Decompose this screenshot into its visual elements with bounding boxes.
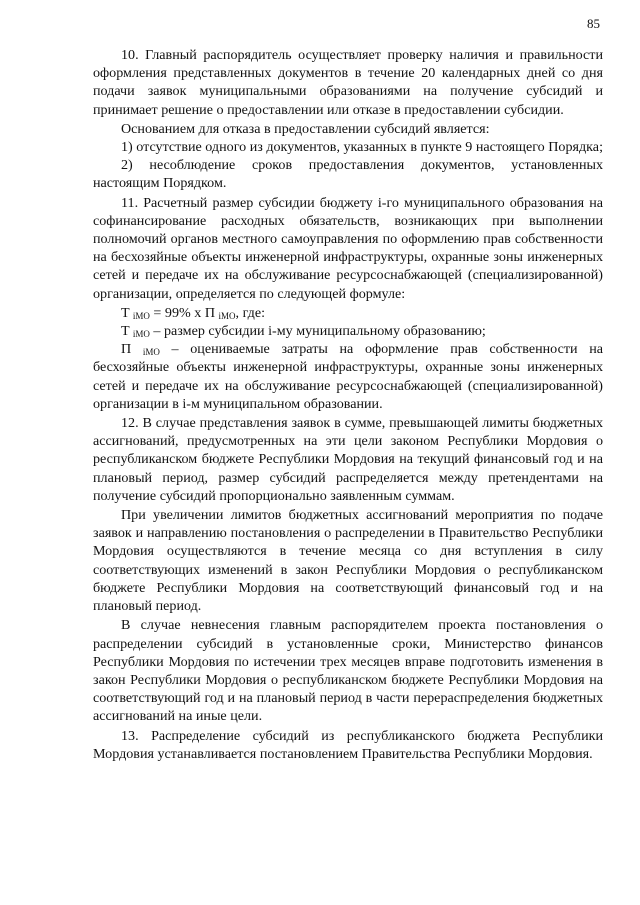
page-number: 85 [587, 16, 600, 31]
clause-11-paragraph: 11. Расчетный размер субсидии бюджету i-го муниципального образования на софинансирование расходных обязательств, возникающих при выполнении полномочий органов местного самоуправления по оформлению прав собственности на бесхозяйные объекты инженерной инфраструктуры, охранные зоны инженерных сетей и передаче их на обслуживание ресурсоснабжающей (специализированной) организации, определяется по следующей формуле: [93, 194, 603, 302]
clause-10-paragraph: 10. Главный распорядитель осуществляет проверку наличия и правильности оформления представленных документов в течение 20 календарных дней со дня подачи заявок муниципальными образованиями на получение субсидий и принимает решение о предоставлении или отказе в предоставлении субсидии. [93, 47, 603, 118]
formula-lhs-subscript: iMO [132, 310, 150, 321]
formula-lhs-symbol: T [121, 304, 130, 321]
clause-13-paragraph: 13. Распределение субсидий из республиканского бюджета Республики Мордовия устанавливается постановлением Правительства Республики Мордовия. [93, 727, 603, 762]
formula-rhs-subscript: iMO [218, 310, 236, 321]
refusal-reason-1: 1) отсутствие одного из документов, указанных в пункте 9 настоящего Порядка; [121, 139, 603, 156]
refusal-reason-2: 2) несоблюдение сроков предоставления документов, установленных настоящим Порядком. [93, 157, 603, 192]
document-body [93, 46, 603, 763]
definition-t-symbol: T [121, 323, 130, 340]
formula-middle: = 99% х П [149, 304, 219, 321]
definition-t-imo [93, 322, 603, 340]
definition-p-text: – оцениваемые затраты на оформление прав собственности на бесхозяйные объекты инженерной инфраструктуры, охранные зоны инженерных сетей и передаче их на обслуживание ресурсоснабжающей (специализированной) организации в i-м муниципальном образовании. [93, 341, 603, 412]
clause-12-paragraph: 12. В случае представления заявок в сумме, превышающей лимиты бюджетных ассигнований, предусмотренных на эти цели законом Республики Мордовия о республиканском бюджете Республики Мордовия на текущий финансовый год и на плановый период, размер субсидий распределяется между претендентами на получение субсидий пропорционально заявленным суммам. [93, 415, 603, 504]
limits-increase-paragraph: При увеличении лимитов бюджетных ассигнований мероприятия по подаче заявок и направлению постановления о распределении в Правительство Республики Мордовия осуществляются в течение месяца со дня вступления в силу соответствующих изменений в закон Республики Мордовия о республиканском бюджете Республики Мордовия на соответствующий финансовый год и на плановый период. [93, 507, 603, 615]
definition-p-symbol: П [121, 341, 132, 358]
formula-tail: , где: [235, 304, 266, 321]
refusal-grounds-intro: Основанием для отказа в предоставлении субсидий является: [121, 120, 490, 137]
definition-p-imo [93, 340, 603, 413]
definition-t-subscript: iMO [132, 329, 150, 340]
non-submission-paragraph: В случае невнесения главным распорядителем проекта постановления о распределении субсидий в установленные сроки, Министерство финансов Республики Мордовия по истечении трех месяцев вправе подготовить изменения в закон Республики Мордовия о республиканском бюджете Республики Мордовия на соответствующий год и на плановый период в части перераспределения бюджетных ассигнований на иные цели. [93, 617, 603, 725]
subsidy-formula [93, 304, 603, 322]
definition-t-text: – размер субсидии i-му муниципальному образованию; [149, 323, 486, 340]
definition-p-subscript: iMO [142, 347, 160, 358]
